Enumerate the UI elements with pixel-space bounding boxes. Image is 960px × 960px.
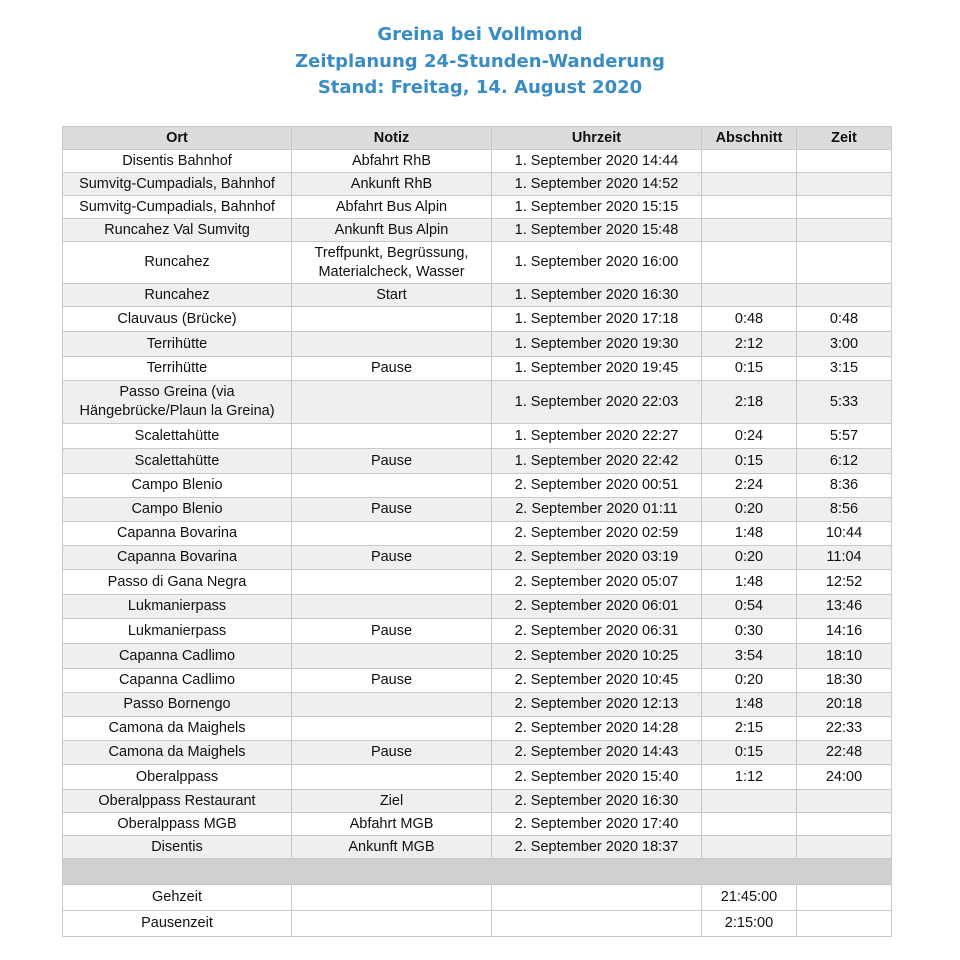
cell-uhrzeit xyxy=(492,911,702,937)
cell-ort: Lukmanierpass xyxy=(63,619,292,644)
table-row xyxy=(63,357,892,381)
cell-zeit: 20:18 xyxy=(797,693,892,717)
table-row xyxy=(63,284,892,307)
cell-notiz: Pause xyxy=(292,619,492,644)
cell-ort: Sumvitg-Cumpadials, Bahnhof xyxy=(63,173,292,196)
title-line-3: Stand: Freitag, 14. August 2020 xyxy=(317,77,643,98)
cell-zeit xyxy=(797,885,892,911)
cell-ort: Passo Greina (via Hängebrücke/Plaun la Greina) xyxy=(63,381,292,424)
cell-notiz xyxy=(292,424,492,449)
table-row xyxy=(63,307,892,332)
cell-uhrzeit: 1. September 2020 15:15 xyxy=(492,196,702,219)
cell-uhrzeit xyxy=(492,885,702,911)
cell-zeit xyxy=(797,196,892,219)
cell-ort: Capanna Bovarina xyxy=(63,546,292,570)
cell-zeit xyxy=(797,813,892,836)
header-row xyxy=(63,127,892,150)
cell-abschnitt: 1:48 xyxy=(702,522,797,546)
cell-ort: Lukmanierpass xyxy=(63,595,292,619)
cell-ort: Sumvitg-Cumpadials, Bahnhof xyxy=(63,196,292,219)
cell-uhrzeit: 2. September 2020 06:01 xyxy=(492,595,702,619)
cell-zeit: 12:52 xyxy=(797,570,892,595)
separator-cell xyxy=(63,859,892,885)
header-notiz: Notiz xyxy=(292,127,492,150)
cell-zeit: 3:00 xyxy=(797,332,892,357)
cell-zeit xyxy=(797,836,892,859)
cell-abschnitt xyxy=(702,836,797,859)
cell-abschnitt: 1:12 xyxy=(702,765,797,790)
cell-zeit xyxy=(797,173,892,196)
separator-row xyxy=(63,859,892,885)
cell-zeit: 11:04 xyxy=(797,546,892,570)
table-row xyxy=(63,765,892,790)
cell-uhrzeit: 2. September 2020 10:25 xyxy=(492,644,702,669)
header-uhrzeit: Uhrzeit xyxy=(492,127,702,150)
cell-ort: Disentis xyxy=(63,836,292,859)
cell-uhrzeit: 2. September 2020 02:59 xyxy=(492,522,702,546)
cell-uhrzeit: 2. September 2020 16:30 xyxy=(492,790,702,813)
table-row xyxy=(63,644,892,669)
cell-uhrzeit: 1. September 2020 19:45 xyxy=(492,357,702,381)
cell-notiz: Pause xyxy=(292,669,492,693)
table-row xyxy=(63,150,892,173)
cell-ort: Capanna Bovarina xyxy=(63,522,292,546)
table-row xyxy=(63,219,892,242)
cell-uhrzeit: 1. September 2020 14:52 xyxy=(492,173,702,196)
cell-zeit: 5:33 xyxy=(797,381,892,424)
cell-abschnitt: 1:48 xyxy=(702,570,797,595)
cell-abschnitt: 2:15:00 xyxy=(702,911,797,937)
table-row xyxy=(63,669,892,693)
cell-notiz xyxy=(292,693,492,717)
cell-abschnitt: 0:15 xyxy=(702,741,797,765)
cell-notiz xyxy=(292,911,492,937)
cell-ort: Runcahez Val Sumvitg xyxy=(63,219,292,242)
cell-zeit: 22:48 xyxy=(797,741,892,765)
cell-abschnitt xyxy=(702,813,797,836)
cell-abschnitt: 2:24 xyxy=(702,474,797,498)
cell-zeit: 0:48 xyxy=(797,307,892,332)
cell-notiz xyxy=(292,522,492,546)
cell-abschnitt: 0:20 xyxy=(702,498,797,522)
cell-ort: Campo Blenio xyxy=(63,498,292,522)
cell-ort: Scalettahütte xyxy=(63,449,292,474)
cell-zeit: 10:44 xyxy=(797,522,892,546)
cell-zeit: 3:15 xyxy=(797,357,892,381)
cell-notiz: Pause xyxy=(292,357,492,381)
cell-uhrzeit: 1. September 2020 16:00 xyxy=(492,242,702,284)
table-row xyxy=(63,790,892,813)
table-row xyxy=(63,498,892,522)
table-row xyxy=(63,619,892,644)
cell-ort: Disentis Bahnhof xyxy=(63,150,292,173)
cell-notiz: Treffpunkt, Begrüssung, Materialcheck, Wasser xyxy=(292,242,492,284)
cell-abschnitt xyxy=(702,173,797,196)
header-abschnitt: Abschnitt xyxy=(702,127,797,150)
cell-ort: Capanna Cadlimo xyxy=(63,644,292,669)
cell-notiz xyxy=(292,595,492,619)
cell-ort: Runcahez xyxy=(63,242,292,284)
cell-zeit: 8:36 xyxy=(797,474,892,498)
cell-uhrzeit: 1. September 2020 22:27 xyxy=(492,424,702,449)
table-row xyxy=(63,242,892,284)
cell-ort: Oberalppass xyxy=(63,765,292,790)
cell-ort: Camona da Maighels xyxy=(63,717,292,741)
cell-notiz: Pause xyxy=(292,741,492,765)
cell-notiz xyxy=(292,381,492,424)
cell-notiz xyxy=(292,765,492,790)
cell-ort: Pausenzeit xyxy=(63,911,292,937)
cell-zeit xyxy=(797,284,892,307)
cell-uhrzeit: 1. September 2020 22:42 xyxy=(492,449,702,474)
cell-ort: Scalettahütte xyxy=(63,424,292,449)
cell-abschnitt: 0:48 xyxy=(702,307,797,332)
cell-ort: Passo di Gana Negra xyxy=(63,570,292,595)
cell-ort: Terrihütte xyxy=(63,357,292,381)
cell-notiz: Ankunft Bus Alpin xyxy=(292,219,492,242)
cell-abschnitt: 2:12 xyxy=(702,332,797,357)
table-row xyxy=(63,381,892,424)
cell-notiz: Pause xyxy=(292,546,492,570)
title-line-1: Greina bei Vollmond xyxy=(377,24,583,45)
table-row xyxy=(63,885,892,911)
table-row xyxy=(63,424,892,449)
cell-abschnitt: 3:54 xyxy=(702,644,797,669)
cell-notiz: Abfahrt Bus Alpin xyxy=(292,196,492,219)
cell-zeit: 22:33 xyxy=(797,717,892,741)
cell-uhrzeit: 2. September 2020 15:40 xyxy=(492,765,702,790)
cell-zeit xyxy=(797,790,892,813)
cell-uhrzeit: 1. September 2020 15:48 xyxy=(492,219,702,242)
table-row xyxy=(63,911,892,937)
cell-ort: Campo Blenio xyxy=(63,474,292,498)
table-row xyxy=(63,173,892,196)
cell-notiz: Abfahrt MGB xyxy=(292,813,492,836)
cell-ort: Oberalppass Restaurant xyxy=(63,790,292,813)
table-row xyxy=(63,836,892,859)
cell-notiz xyxy=(292,570,492,595)
cell-notiz xyxy=(292,474,492,498)
schedule-table xyxy=(62,126,892,937)
cell-abschnitt: 0:15 xyxy=(702,449,797,474)
cell-abschnitt xyxy=(702,284,797,307)
cell-uhrzeit: 2. September 2020 00:51 xyxy=(492,474,702,498)
cell-uhrzeit: 2. September 2020 06:31 xyxy=(492,619,702,644)
cell-uhrzeit: 2. September 2020 03:19 xyxy=(492,546,702,570)
cell-uhrzeit: 2. September 2020 12:13 xyxy=(492,693,702,717)
table-row xyxy=(63,741,892,765)
cell-ort: Clauvaus (Brücke) xyxy=(63,307,292,332)
cell-uhrzeit: 1. September 2020 16:30 xyxy=(492,284,702,307)
cell-abschnitt xyxy=(702,150,797,173)
table-row xyxy=(63,570,892,595)
cell-zeit xyxy=(797,150,892,173)
cell-abschnitt xyxy=(702,219,797,242)
cell-ort: Oberalppass MGB xyxy=(63,813,292,836)
cell-uhrzeit: 2. September 2020 10:45 xyxy=(492,669,702,693)
cell-uhrzeit: 2. September 2020 01:11 xyxy=(492,498,702,522)
cell-notiz: Ankunft MGB xyxy=(292,836,492,859)
cell-abschnitt: 1:48 xyxy=(702,693,797,717)
cell-notiz: Ziel xyxy=(292,790,492,813)
cell-notiz: Start xyxy=(292,284,492,307)
cell-zeit: 8:56 xyxy=(797,498,892,522)
cell-uhrzeit: 1. September 2020 19:30 xyxy=(492,332,702,357)
cell-ort: Capanna Cadlimo xyxy=(63,669,292,693)
cell-zeit xyxy=(797,911,892,937)
cell-abschnitt: 0:15 xyxy=(702,357,797,381)
cell-zeit: 24:00 xyxy=(797,765,892,790)
cell-abschnitt: 2:15 xyxy=(702,717,797,741)
cell-abschnitt: 0:54 xyxy=(702,595,797,619)
cell-zeit xyxy=(797,242,892,284)
cell-notiz xyxy=(292,717,492,741)
table-row xyxy=(63,332,892,357)
cell-uhrzeit: 2. September 2020 14:28 xyxy=(492,717,702,741)
title-line-2: Zeitplanung 24-Stunden-Wanderung xyxy=(295,50,665,72)
cell-abschnitt xyxy=(702,790,797,813)
cell-zeit: 18:30 xyxy=(797,669,892,693)
cell-uhrzeit: 1. September 2020 14:44 xyxy=(492,150,702,173)
cell-ort: Gehzeit xyxy=(63,885,292,911)
header-ort: Ort xyxy=(63,127,292,150)
cell-zeit: 14:16 xyxy=(797,619,892,644)
cell-ort: Terrihütte xyxy=(63,332,292,357)
cell-uhrzeit: 2. September 2020 17:40 xyxy=(492,813,702,836)
cell-notiz xyxy=(292,885,492,911)
cell-uhrzeit: 2. September 2020 05:07 xyxy=(492,570,702,595)
table-row xyxy=(63,813,892,836)
cell-notiz xyxy=(292,332,492,357)
cell-ort: Passo Bornengo xyxy=(63,693,292,717)
cell-abschnitt: 0:30 xyxy=(702,619,797,644)
cell-abschnitt xyxy=(702,242,797,284)
table-row xyxy=(63,693,892,717)
cell-uhrzeit: 1. September 2020 17:18 xyxy=(492,307,702,332)
cell-uhrzeit: 2. September 2020 14:43 xyxy=(492,741,702,765)
cell-zeit: 6:12 xyxy=(797,449,892,474)
cell-abschnitt xyxy=(702,196,797,219)
cell-notiz xyxy=(292,644,492,669)
table-row xyxy=(63,449,892,474)
cell-uhrzeit: 2. September 2020 18:37 xyxy=(492,836,702,859)
cell-ort: Camona da Maighels xyxy=(63,741,292,765)
cell-notiz: Pause xyxy=(292,498,492,522)
cell-abschnitt: 2:18 xyxy=(702,381,797,424)
cell-notiz: Pause xyxy=(292,449,492,474)
title-block xyxy=(0,22,960,102)
table-row xyxy=(63,595,892,619)
table-row xyxy=(63,196,892,219)
cell-ort: Runcahez xyxy=(63,284,292,307)
cell-zeit xyxy=(797,219,892,242)
cell-notiz: Abfahrt RhB xyxy=(292,150,492,173)
cell-zeit: 5:57 xyxy=(797,424,892,449)
table-row xyxy=(63,474,892,498)
cell-zeit: 18:10 xyxy=(797,644,892,669)
cell-abschnitt: 0:20 xyxy=(702,669,797,693)
table-row xyxy=(63,717,892,741)
cell-notiz xyxy=(292,307,492,332)
header-zeit: Zeit xyxy=(797,127,892,150)
cell-abschnitt: 0:20 xyxy=(702,546,797,570)
cell-zeit: 13:46 xyxy=(797,595,892,619)
cell-notiz: Ankunft RhB xyxy=(292,173,492,196)
table-row xyxy=(63,522,892,546)
cell-abschnitt: 0:24 xyxy=(702,424,797,449)
cell-abschnitt: 21:45:00 xyxy=(702,885,797,911)
cell-uhrzeit: 1. September 2020 22:03 xyxy=(492,381,702,424)
table-row xyxy=(63,546,892,570)
